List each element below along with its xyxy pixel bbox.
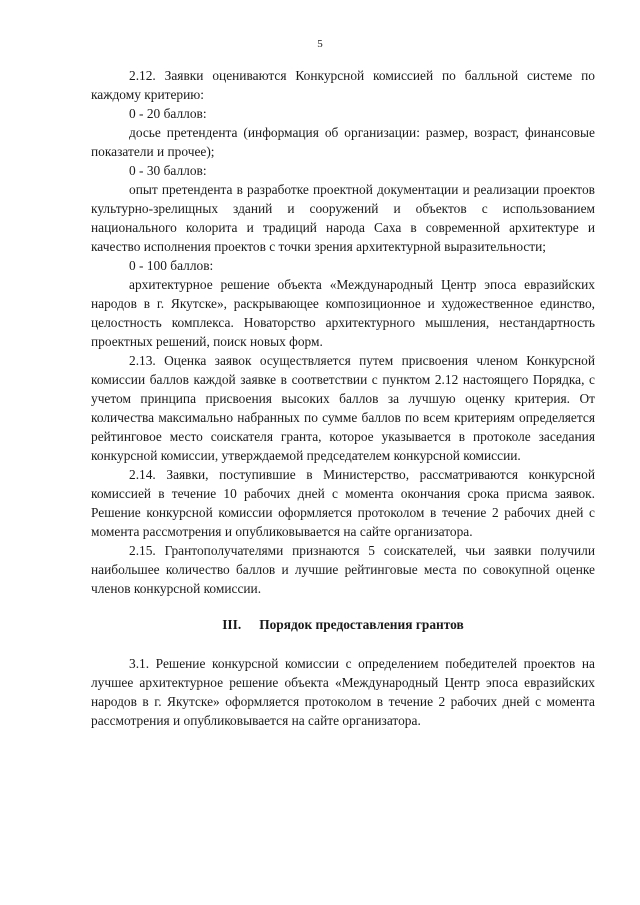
paragraph-2-15: 2.15. Грантополучателями признаются 5 соискателей, чьи заявки получили наибольшее количество баллов и лучшие рейтинговые места по совокупной оценке членов конкурсной комиссии. xyxy=(91,543,595,596)
section-title: Порядок предоставления грантов xyxy=(259,617,464,632)
score-range-0-30: 0 - 30 баллов: xyxy=(129,163,207,178)
paragraph-2-13: 2.13. Оценка заявок осуществляется путем присвоения членом Конкурсной комиссии баллов каждой заявке в соответствии с пунктом 2.12 настоящего Порядка, с учетом принципа присвоения высоких баллов за лучшую оценку критерия. От количества максимально набранных по сумме баллов по всем критериям определяется рейтинговое место соискателя гранта, которое указывается в протоколе заседания конкурсной комиссии, утверждаемой председателем конкурсной комиссии. xyxy=(91,353,595,463)
document-body xyxy=(91,66,595,730)
score-range-0-100: 0 - 100 баллов: xyxy=(129,258,214,273)
page-number: 5 xyxy=(317,38,323,50)
paragraph-2-12: 2.12. Заявки оцениваются Конкурсной комиссией по балльной системе по каждому критерию: xyxy=(91,68,595,102)
section-iii-content xyxy=(91,654,595,730)
section-ii-content xyxy=(91,66,595,598)
criterion-architectural-solution: архитектурное решение объекта «Международный Центр эпоса евразийских народов в г. Якутске», раскрывающее композиционное и художественное единство, целостность комплекса. Новаторство архитектурного мышления, нестандартность проектных решений, поиск новых форм. xyxy=(91,277,595,349)
section-number: III. xyxy=(222,617,242,632)
criterion-dossier: досье претендента (информация об организации: размер, возраст, финансовые показатели и прочее); xyxy=(91,125,595,159)
criterion-experience: опыт претендента в разработке проектной документации и реализации проектов культурно-зрелищных зданий и сооружений и объектов с использованием национального колорита и традиций народа Саха в современной архитектуре и качество исполнения проектов с точки зрения архитектурной выразительности; xyxy=(91,182,595,254)
paragraph-2-14: 2.14. Заявки, поступившие в Министерство, рассматриваются конкурсной комиссией в течение 10 рабочих дней с момента окончания срока присма заявок. Решение конкурсной комиссии оформляется протоколом в течение 2 рабочих дней с момента рассмотрения и опубликовывается на сайте организатора. xyxy=(91,467,595,539)
paragraph-3-1: 3.1. Решение конкурсной комиссии с определением победителей проектов на лучшее архитектурное решение объекта «Международный Центр эпоса евразийских народов в г. Якутске» оформляется протоколом в течение 2 рабочих дней с момента рассмотрения и опубликовывается на сайте организатора. xyxy=(91,656,595,728)
score-range-0-20: 0 - 20 баллов: xyxy=(129,106,207,121)
section-heading xyxy=(91,615,595,634)
